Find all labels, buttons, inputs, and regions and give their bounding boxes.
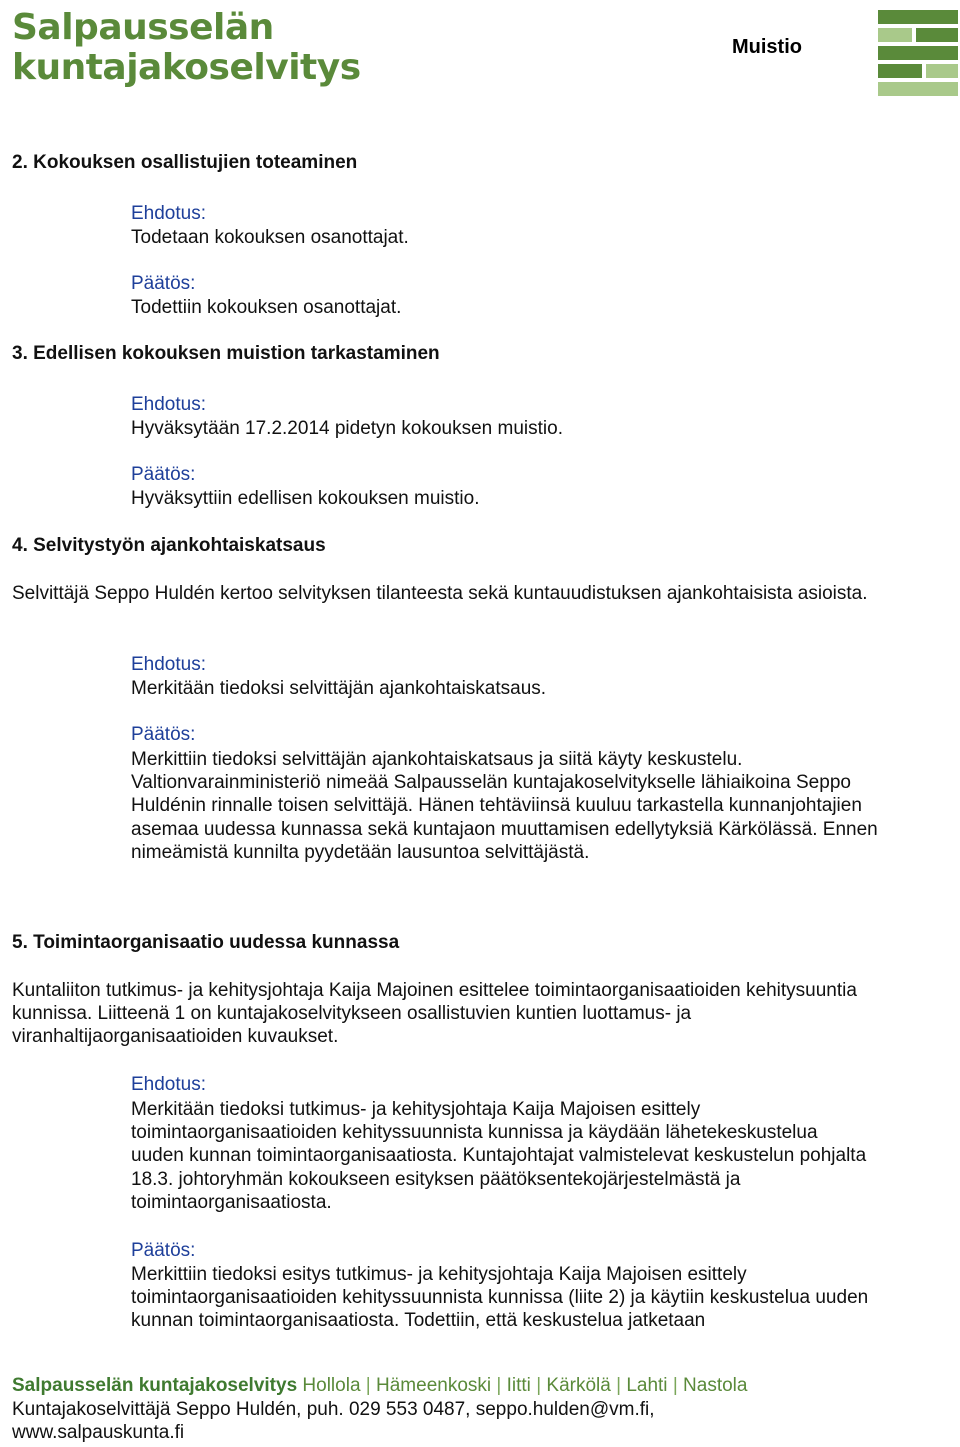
footer-separator: | xyxy=(616,1375,622,1396)
footer-town: Lahti xyxy=(626,1375,668,1396)
section-4-ehdotus-label: Ehdotus: xyxy=(131,654,206,675)
footer-separator: | xyxy=(365,1375,371,1396)
section-4-ehdotus-text: Merkitään tiedoksi selvittäjän ajankohtaiskatsaus. xyxy=(131,678,547,699)
logo-line-2: kuntajakoselvitys xyxy=(12,47,361,88)
section-5-intro: Kuntaliiton tutkimus- ja kehitysjohtaja Kaija Majoinen esittelee toimintaorganisaatioiden kehitysuuntia kunnissa. Liitteenä 1 on kuntajakoselvitykseen osallistuvien kuntien luottamus- ja viranhaltijaorganisaatioiden kuvaukset. xyxy=(12,980,857,1048)
section-4-paatos-label: Päätös: xyxy=(131,724,196,745)
section-2-heading: 2. Kokouksen osallistujien toteaminen xyxy=(12,152,358,173)
footer-separator: | xyxy=(672,1375,678,1396)
section-2-paatos-label: Päätös: xyxy=(131,273,196,294)
section-2-paatos-text: Todettiin kokouksen osanottajat. xyxy=(131,297,402,318)
footer-separator: | xyxy=(496,1375,502,1396)
section-4-paatos-text: Merkittiin tiedoksi selvittäjän ajankohtaiskatsaus ja siitä käyty keskustelu. Valtionvarainministeriö nimeää Salpausselän kuntajakoselvitykselle lähiaikoina Seppo Huldénin rinnalle toisen selvittäjä. Hänen tehtäviinsä kuuluu tarkastella kunnanjohtajien asemaa uudessa kunnassa sekä kuntajaon muuttamisen edellytyksiä Kärkölässä. Ennen nimeämistä kunnilta pyydetään lausuntoa selvittäjästä. xyxy=(131,749,878,863)
footer-contact: Kuntajakoselvittäjä Seppo Huldén, puh. 029 553 0487, seppo.hulden@vm.fi, xyxy=(12,1399,655,1420)
section-5-paatos-text: Merkittiin tiedoksi esitys tutkimus- ja kehitysjohtaja Kaija Majoisen esittely toimintaorganisaatioiden kehityssuunnista kunnissa (liite 2) ja käytiin keskustelua uuden kunnan toimintaorganisaatiosta. Todettiin, että keskustelua jatketaan xyxy=(131,1264,869,1332)
section-2-ehdotus-label: Ehdotus: xyxy=(131,203,206,224)
section-3-paatos-text: Hyväksyttiin edellisen kokouksen muistio. xyxy=(131,488,480,509)
section-5-heading: 5. Toimintaorganisaatio uudessa kunnassa xyxy=(12,932,400,953)
section-4-intro: Selvittäjä Seppo Huldén kertoo selvityksen tilanteesta sekä kuntauudistuksen ajankohtaisista asioista. xyxy=(12,583,868,604)
section-3-ehdotus-text: Hyväksytään 17.2.2014 pidetyn kokouksen muistio. xyxy=(131,418,563,439)
footer-town: Hämeenkoski xyxy=(376,1375,492,1396)
section-5-ehdotus-text: Merkitään tiedoksi tutkimus- ja kehitysjohtaja Kaija Majoisen esittely toimintaorganisaatioiden kehityssuunnista kunnissa ja käydään lähetekeskustelua uuden kunnan toimintaorganisaatiosta. Kuntajohtajat valmistelevat keskustelun pohjalta 18.3. johtoryhmän kokoukseen esityksen päätöksentekojärjestelmästä ja toimintaorganisaatiosta. xyxy=(131,1099,867,1213)
footer-town: Iitti xyxy=(506,1375,531,1396)
footer-org: Salpausselän kuntajakoselvitys xyxy=(12,1375,298,1396)
footer-town: Kärkölä xyxy=(546,1375,611,1396)
section-4-heading: 4. Selvitystyön ajankohtaiskatsaus xyxy=(12,535,326,556)
green-grid-logo-icon xyxy=(878,10,958,96)
section-5-paatos-label: Päätös: xyxy=(131,1240,196,1261)
footer-org-line xyxy=(12,1374,747,1398)
section-3-paatos-label: Päätös: xyxy=(131,464,196,485)
section-3-ehdotus-label: Ehdotus: xyxy=(131,394,206,415)
footer-town: Hollola xyxy=(302,1375,361,1396)
footer-town: Nastola xyxy=(683,1375,748,1396)
section-5-ehdotus-label: Ehdotus: xyxy=(131,1074,206,1095)
document-type: Muistio xyxy=(732,36,802,58)
footer-separator: | xyxy=(536,1375,542,1396)
footer-website-link[interactable]: www.salpauskunta.fi xyxy=(12,1422,185,1443)
section-3-heading: 3. Edellisen kokouksen muistion tarkastaminen xyxy=(12,343,440,364)
section-2-ehdotus-text: Todetaan kokouksen osanottajat. xyxy=(131,227,409,248)
logo-line-1: Salpausselän xyxy=(12,7,274,48)
